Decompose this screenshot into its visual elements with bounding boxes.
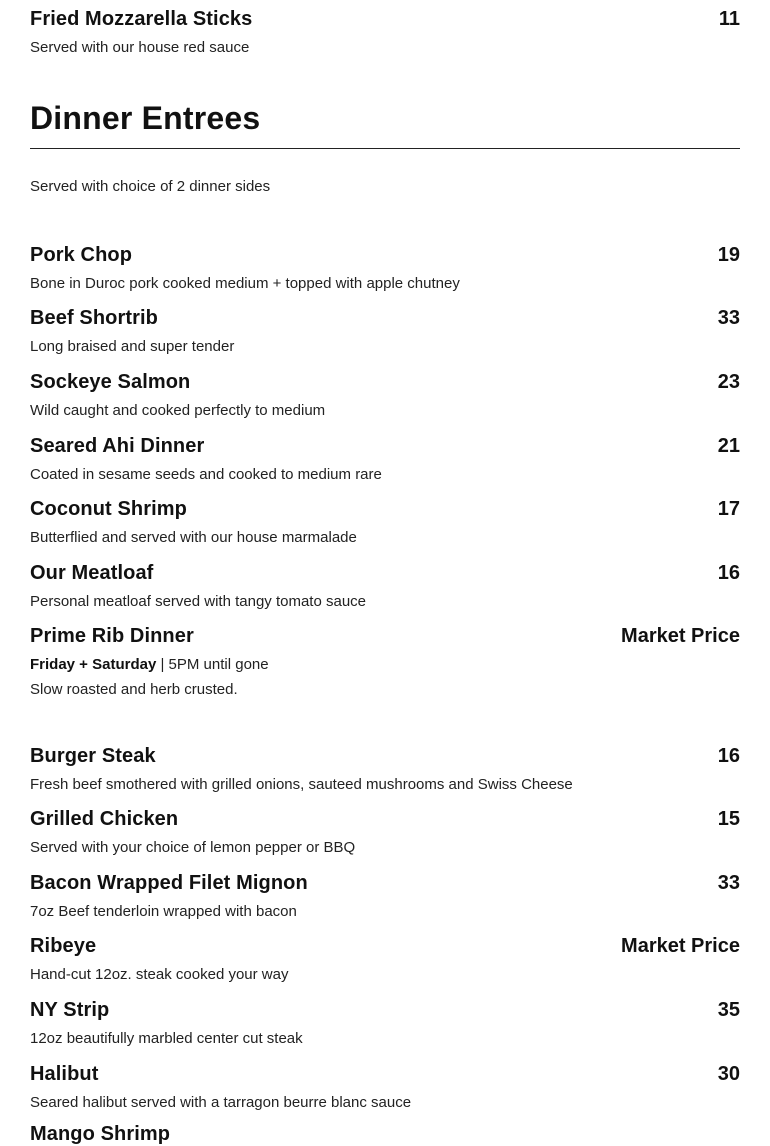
menu-item-name: Grilled Chicken	[30, 808, 179, 830]
menu-item-ribeye	[30, 935, 740, 983]
menu-item-name: Pork Chop	[30, 244, 133, 266]
menu-item-price: 21	[717, 435, 740, 457]
menu-item-description: 12oz beautifully marbled center cut steak	[30, 1030, 303, 1047]
menu-item-description: 7oz Beef tenderloin wrapped with bacon	[30, 903, 297, 920]
menu-item-name: Halibut	[30, 1063, 99, 1085]
menu-item-name: Beef Shortrib	[30, 307, 158, 329]
menu-item-burger-steak	[30, 745, 740, 793]
menu-item-description: Served with your choice of lemon pepper or BBQ	[30, 839, 356, 856]
menu-item-description: Slow roasted and herb crusted.	[30, 681, 238, 698]
menu-item-name: Burger Steak	[30, 745, 156, 767]
menu-item-name: Our Meatloaf	[30, 562, 154, 584]
menu-item-price: Market Price	[621, 935, 740, 957]
section-note: Served with choice of 2 dinner sides	[30, 178, 271, 195]
menu-item-mango-shrimp	[30, 1123, 740, 1146]
menu-item-price: 35	[717, 999, 740, 1021]
menu-item-name: Sockeye Salmon	[30, 371, 191, 393]
menu-item-coconut-shrimp	[30, 498, 740, 546]
menu-item-pork-chop	[30, 244, 740, 292]
menu-item-price: 33	[717, 872, 740, 894]
menu-item-availability	[30, 656, 740, 673]
menu-item-description: Wild caught and cooked perfectly to medium	[30, 402, 326, 419]
menu-item-price: 16	[717, 745, 740, 767]
menu-item-prime-rib-dinner	[30, 625, 740, 698]
menu-item-price: 16	[717, 562, 740, 584]
menu-item-description: Coated in sesame seeds and cooked to medium rare	[30, 466, 382, 483]
menu-item-description: Fresh beef smothered with grilled onions, sauteed mushrooms and Swiss Cheese	[30, 776, 573, 793]
availability-days: Friday + Saturday	[30, 656, 157, 673]
menu-item-description: Personal meatloaf served with tangy tomato sauce	[30, 593, 367, 610]
menu-item-price: 30	[717, 1063, 740, 1085]
menu-item-name: Ribeye	[30, 935, 97, 957]
menu-item-price: 23	[717, 371, 740, 393]
menu-item-name: Bacon Wrapped Filet Mignon	[30, 872, 308, 894]
menu-item-price: 33	[717, 307, 740, 329]
menu-item-ny-strip	[30, 999, 740, 1047]
menu-item-description: Butterflied and served with our house marmalade	[30, 529, 357, 546]
menu-item-our-meatloaf	[30, 562, 740, 610]
menu-item-description: Hand-cut 12oz. steak cooked your way	[30, 966, 289, 983]
menu-item-seared-ahi-dinner	[30, 435, 740, 483]
menu-item-name: Fried Mozzarella Sticks	[30, 8, 253, 30]
menu-item-description: Seared halibut served with a tarragon beurre blanc sauce	[30, 1094, 412, 1111]
menu-item-description: Long braised and super tender	[30, 338, 235, 355]
menu-item-bacon-wrapped-filet-mignon	[30, 872, 740, 920]
menu-item-name: Prime Rib Dinner	[30, 625, 194, 647]
menu-item-fried-mozzarella-sticks	[30, 8, 740, 56]
menu-item-name: Mango Shrimp	[30, 1123, 171, 1145]
menu-item-price: 11	[718, 8, 740, 30]
section-title: Dinner Entrees	[30, 100, 261, 136]
menu-item-name: Coconut Shrimp	[30, 498, 187, 520]
availability-time: | 5PM until gone	[156, 656, 269, 673]
menu-item-grilled-chicken	[30, 808, 740, 856]
menu-item-price: 19	[717, 244, 740, 266]
menu-item-description: Bone in Duroc pork cooked medium + topped with apple chutney	[30, 275, 460, 292]
menu-item-halibut	[30, 1063, 740, 1111]
menu-item-price: Market Price	[621, 625, 740, 647]
menu-item-name: Seared Ahi Dinner	[30, 435, 205, 457]
menu-item-name: NY Strip	[30, 999, 110, 1021]
section-divider	[30, 148, 740, 149]
menu-item-beef-shortrib	[30, 307, 740, 355]
menu-item-price: 15	[717, 808, 740, 830]
menu-item-price: 17	[717, 498, 740, 520]
menu-item-sockeye-salmon	[30, 371, 740, 419]
menu-item-description: Served with our house red sauce	[30, 39, 250, 56]
